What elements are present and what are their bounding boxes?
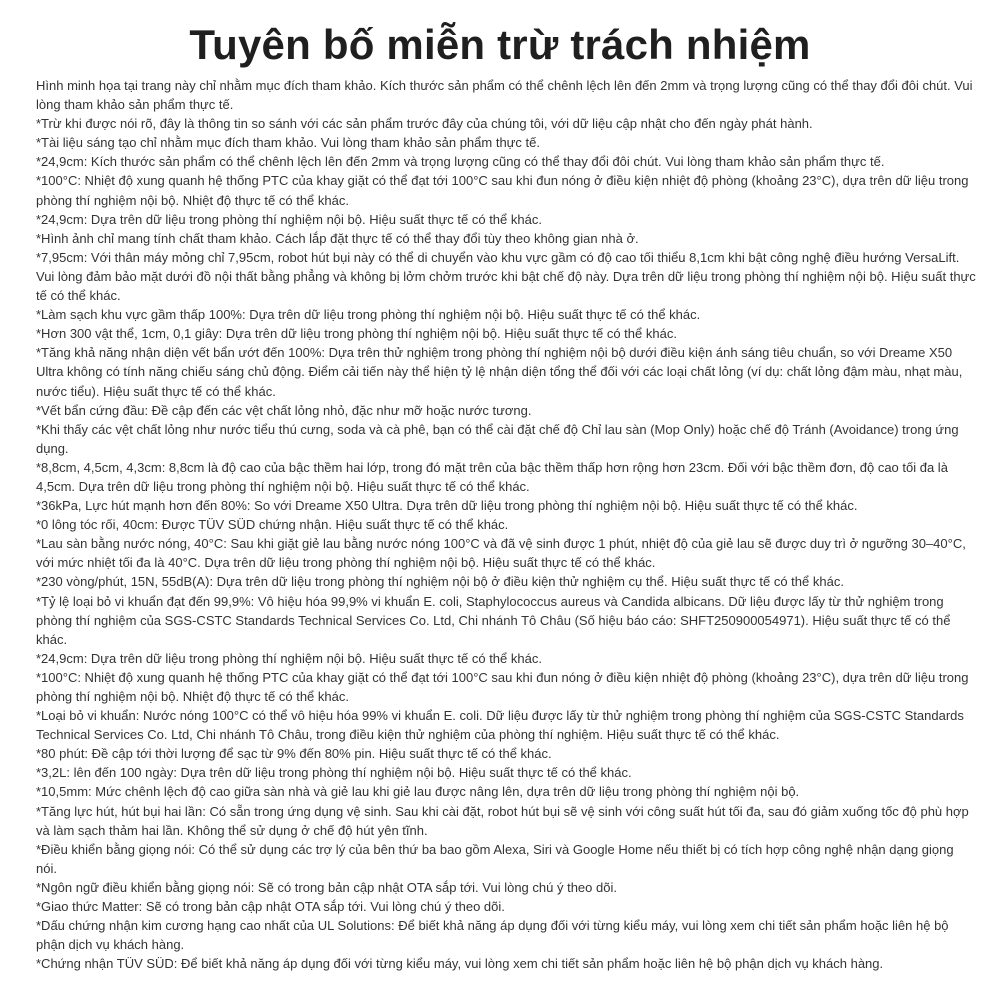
disclaimer-paragraph: *Chứng nhận TÜV SÜD: Để biết khả năng áp dụng đối với từng kiểu máy, vui lòng xem chi tiết sản phẩm hoặc liên hệ bộ phận dịch vụ khách hàng.	[36, 956, 884, 972]
disclaimer-paragraph: *Tăng khả năng nhận diện vết bẩn ướt đến 100%: Dựa trên thử nghiệm trong phòng thí nghiệm nội bộ dưới điều kiện ánh sáng tiêu chuẩn, so với Dreame X50 Ultra không có tính năng chiếu sáng chủ động. Điểm cải tiến này thể hiện tỷ lệ nhận diện tổng thể đối với các loại chất lỏng (ví dụ: chất lỏng đậm màu, nhạt màu, nước tiểu). Hiệu suất thực tế có thể khác.	[36, 345, 963, 399]
disclaimer-paragraph: *Hơn 300 vật thể, 1cm, 0,1 giây: Dựa trên dữ liệu trong phòng thí nghiệm nội bộ. Hiệu suất thực tế có thể khác.	[36, 326, 677, 342]
disclaimer-paragraph: *36kPa, Lực hút mạnh hơn đến 80%: So với Dreame X50 Ultra. Dựa trên dữ liệu trong phòng thí nghiệm nội bộ. Hiệu suất thực tế có thể khác.	[36, 498, 858, 514]
disclaimer-paragraph: *Giao thức Matter: Sẽ có trong bản cập nhật OTA sắp tới. Vui lòng chú ý theo dõi.	[36, 899, 505, 915]
disclaimer-paragraph: *Loại bỏ vi khuẩn: Nước nóng 100°C có thể vô hiệu hóa 99% vi khuẩn E. coli. Dữ liệu được lấy từ thử nghiệm trong phòng thí nghiệm của SGS-CSTC Standards Technical Services Co. Ltd, Chi nhánh Tô Châu, trong điều kiện thử nghiệm của phòng thí nghiệm. Hiệu suất thực tế có thể khác.	[36, 708, 964, 743]
disclaimer-paragraph: *Tỷ lệ loại bỏ vi khuẩn đạt đến 99,9%: Vô hiệu hóa 99,9% vi khuẩn E. coli, Staphylococcus aureus và Candida albicans. Dữ liệu được lấy từ thử nghiệm trong phòng thí nghiệm của SGS-CSTC Standards Technical Services Co. Ltd, Chi nhánh Tô Châu (Số hiệu báo cáo: SHFT250900054971). Hiệu suất thực tế có thể khác.	[36, 593, 951, 647]
disclaimer-paragraph: *24,9cm: Dựa trên dữ liệu trong phòng thí nghiệm nội bộ. Hiệu suất thực tế có thể khác.	[36, 650, 542, 666]
disclaimer-paragraph: *10,5mm: Mức chênh lệch độ cao giữa sàn nhà và giẻ lau khi giẻ lau được nâng lên, dựa trên dữ liệu trong phòng thí nghiệm nội bộ.	[36, 784, 800, 800]
disclaimer-paragraph: *Điều khiển bằng giọng nói: Có thể sử dụng các trợ lý của bên thứ ba bao gồm Alexa, Siri và Google Home nếu thiết bị có tích hợp công nghệ nhận dạng giọng nói.	[36, 841, 954, 876]
disclaimer-paragraph: *Trừ khi được nói rõ, đây là thông tin so sánh với các sản phẩm trước đây của chúng tôi, với dữ liệu cập nhật cho đến ngày phát hành.	[36, 116, 813, 132]
disclaimer-paragraph: *230 vòng/phút, 15N, 55dB(A): Dựa trên dữ liệu trong phòng thí nghiệm nội bộ ở điều kiện thử nghiệm cụ thể. Hiệu suất thực tế có thể khác.	[36, 574, 844, 590]
disclaimer-paragraph: *100°C: Nhiệt độ xung quanh hệ thống PTC của khay giặt có thể đạt tới 100°C sau khi đun nóng ở điều kiện nhiệt độ phòng (khoảng 23°C), dựa trên dữ liệu trong phòng thí nghiệm nội bộ. Nhiệt độ thực tế có thể khác.	[36, 669, 969, 704]
disclaimer-paragraph: *Dấu chứng nhận kim cương hạng cao nhất của UL Solutions: Để biết khả năng áp dụng đối với từng kiểu máy, vui lòng xem chi tiết sản phẩm hoặc liên hệ bộ phận dịch vụ khách hàng.	[36, 918, 949, 953]
disclaimer-paragraph: Hình minh họa tại trang này chỉ nhằm mục đích tham khảo. Kích thước sản phẩm có thể chênh lệch lên đến 2mm và trọng lượng cũng có thể thay đổi đôi chút. Vui lòng tham khảo sản phẩm thực tế.	[36, 78, 973, 113]
disclaimer-paragraph: *100°C: Nhiệt độ xung quanh hệ thống PTC của khay giặt có thể đạt tới 100°C sau khi đun nóng ở điều kiện nhiệt độ phòng (khoảng 23°C), dựa trên dữ liệu trong phòng thí nghiệm nội bộ. Nhiệt độ thực tế có thể khác.	[36, 173, 969, 208]
disclaimer-paragraph: *Làm sạch khu vực gầm thấp 100%: Dựa trên dữ liệu trong phòng thí nghiệm nội bộ. Hiệu suất thực tế có thể khác.	[36, 307, 701, 323]
disclaimer-paragraph: *Lau sàn bằng nước nóng, 40°C: Sau khi giặt giẻ lau bằng nước nóng 100°C và đã vệ sinh được 1 phút, nhiệt độ của giẻ lau sẽ được duy trì ở ngưỡng 30–40°C, với mức nhiệt tối đa là 40°C. Dựa trên dữ liệu trong phòng thí nghiệm nội bộ. Hiệu suất thực tế có thể khác.	[36, 536, 966, 571]
disclaimer-paragraph: *Hình ảnh chỉ mang tính chất tham khảo. Cách lắp đặt thực tế có thể thay đổi tùy theo không gian nhà ở.	[36, 230, 639, 246]
disclaimer-paragraph: *0 lông tóc rối, 40cm: Được TÜV SÜD chứng nhận. Hiệu suất thực tế có thể khác.	[36, 517, 509, 533]
disclaimer-paragraph: *80 phút: Đề cập tới thời lượng để sạc từ 9% đến 80% pin. Hiệu suất thực tế có thể khác.	[36, 746, 552, 762]
disclaimer-paragraph: *Tăng lực hút, hút bụi hai lần: Có sẵn trong ứng dụng vệ sinh. Sau khi cài đặt, robot hút bụi sẽ vệ sinh với công suất hút tối đa, sau đó giảm xuống tốc độ phù hợp và làm sạch thảm hai lần. Không thể sử dụng ở chế độ hút yên tĩnh.	[36, 803, 969, 838]
disclaimer-paragraph: *7,95cm: Với thân máy mỏng chỉ 7,95cm, robot hút bụi này có thể di chuyển vào khu vực gầm có độ cao tối thiểu 8,1cm khi bật công nghệ điều hướng VersaLift. Vui lòng đảm bảo mặt dưới đồ nội thất bằng phẳng và không bị lởm chởm trước khi bật chế độ này. Dựa trên dữ liệu trong phòng thí nghiệm nội bộ. Hiệu suất thực tế có thể khác.	[36, 249, 976, 304]
disclaimer-body	[36, 76, 976, 973]
disclaimer-paragraph: *Ngôn ngữ điều khiển bằng giọng nói: Sẽ có trong bản cập nhật OTA sắp tới. Vui lòng chú ý theo dõi.	[36, 879, 617, 895]
disclaimer-paragraph: *24,9cm: Dựa trên dữ liệu trong phòng thí nghiệm nội bộ. Hiệu suất thực tế có thể khác.	[36, 211, 542, 227]
disclaimer-paragraph: *3,2L: lên đến 100 ngày: Dựa trên dữ liệu trong phòng thí nghiệm nội bộ. Hiệu suất thực tế có thể khác.	[36, 765, 632, 781]
disclaimer-paragraph: *8,8cm, 4,5cm, 4,3cm: 8,8cm là độ cao của bậc thềm hai lớp, trong đó mặt trên của bậc thềm thấp hơn rộng hơn 23cm. Đối với bậc thềm đơn, độ cao tối đa là 4,5cm. Dựa trên dữ liệu trong phòng thí nghiệm nội bộ. Hiệu suất thực tế có thể khác.	[36, 459, 948, 494]
disclaimer-paragraph: *24,9cm: Kích thước sản phẩm có thể chênh lệch lên đến 2mm và trọng lượng cũng có thể thay đổi đôi chút. Vui lòng tham khảo sản phẩm thực tế.	[36, 154, 885, 170]
page-title: Tuyên bố miễn trừ trách nhiệm	[189, 21, 811, 68]
disclaimer-paragraph: *Vết bẩn cứng đầu: Đề cập đến các vệt chất lỏng nhỏ, đặc như mỡ hoặc nước tương.	[36, 402, 532, 418]
disclaimer-paragraph: *Khi thấy các vệt chất lỏng như nước tiểu thú cưng, soda và cà phê, bạn có thể cài đặt chế độ Chỉ lau sàn (Mop Only) hoặc chế độ Tránh (Avoidance) trong ứng dụng.	[36, 421, 959, 456]
disclaimer-paragraph: *Tài liệu sáng tạo chỉ nhằm mục đích tham khảo. Vui lòng tham khảo sản phẩm thực tế.	[36, 135, 540, 151]
